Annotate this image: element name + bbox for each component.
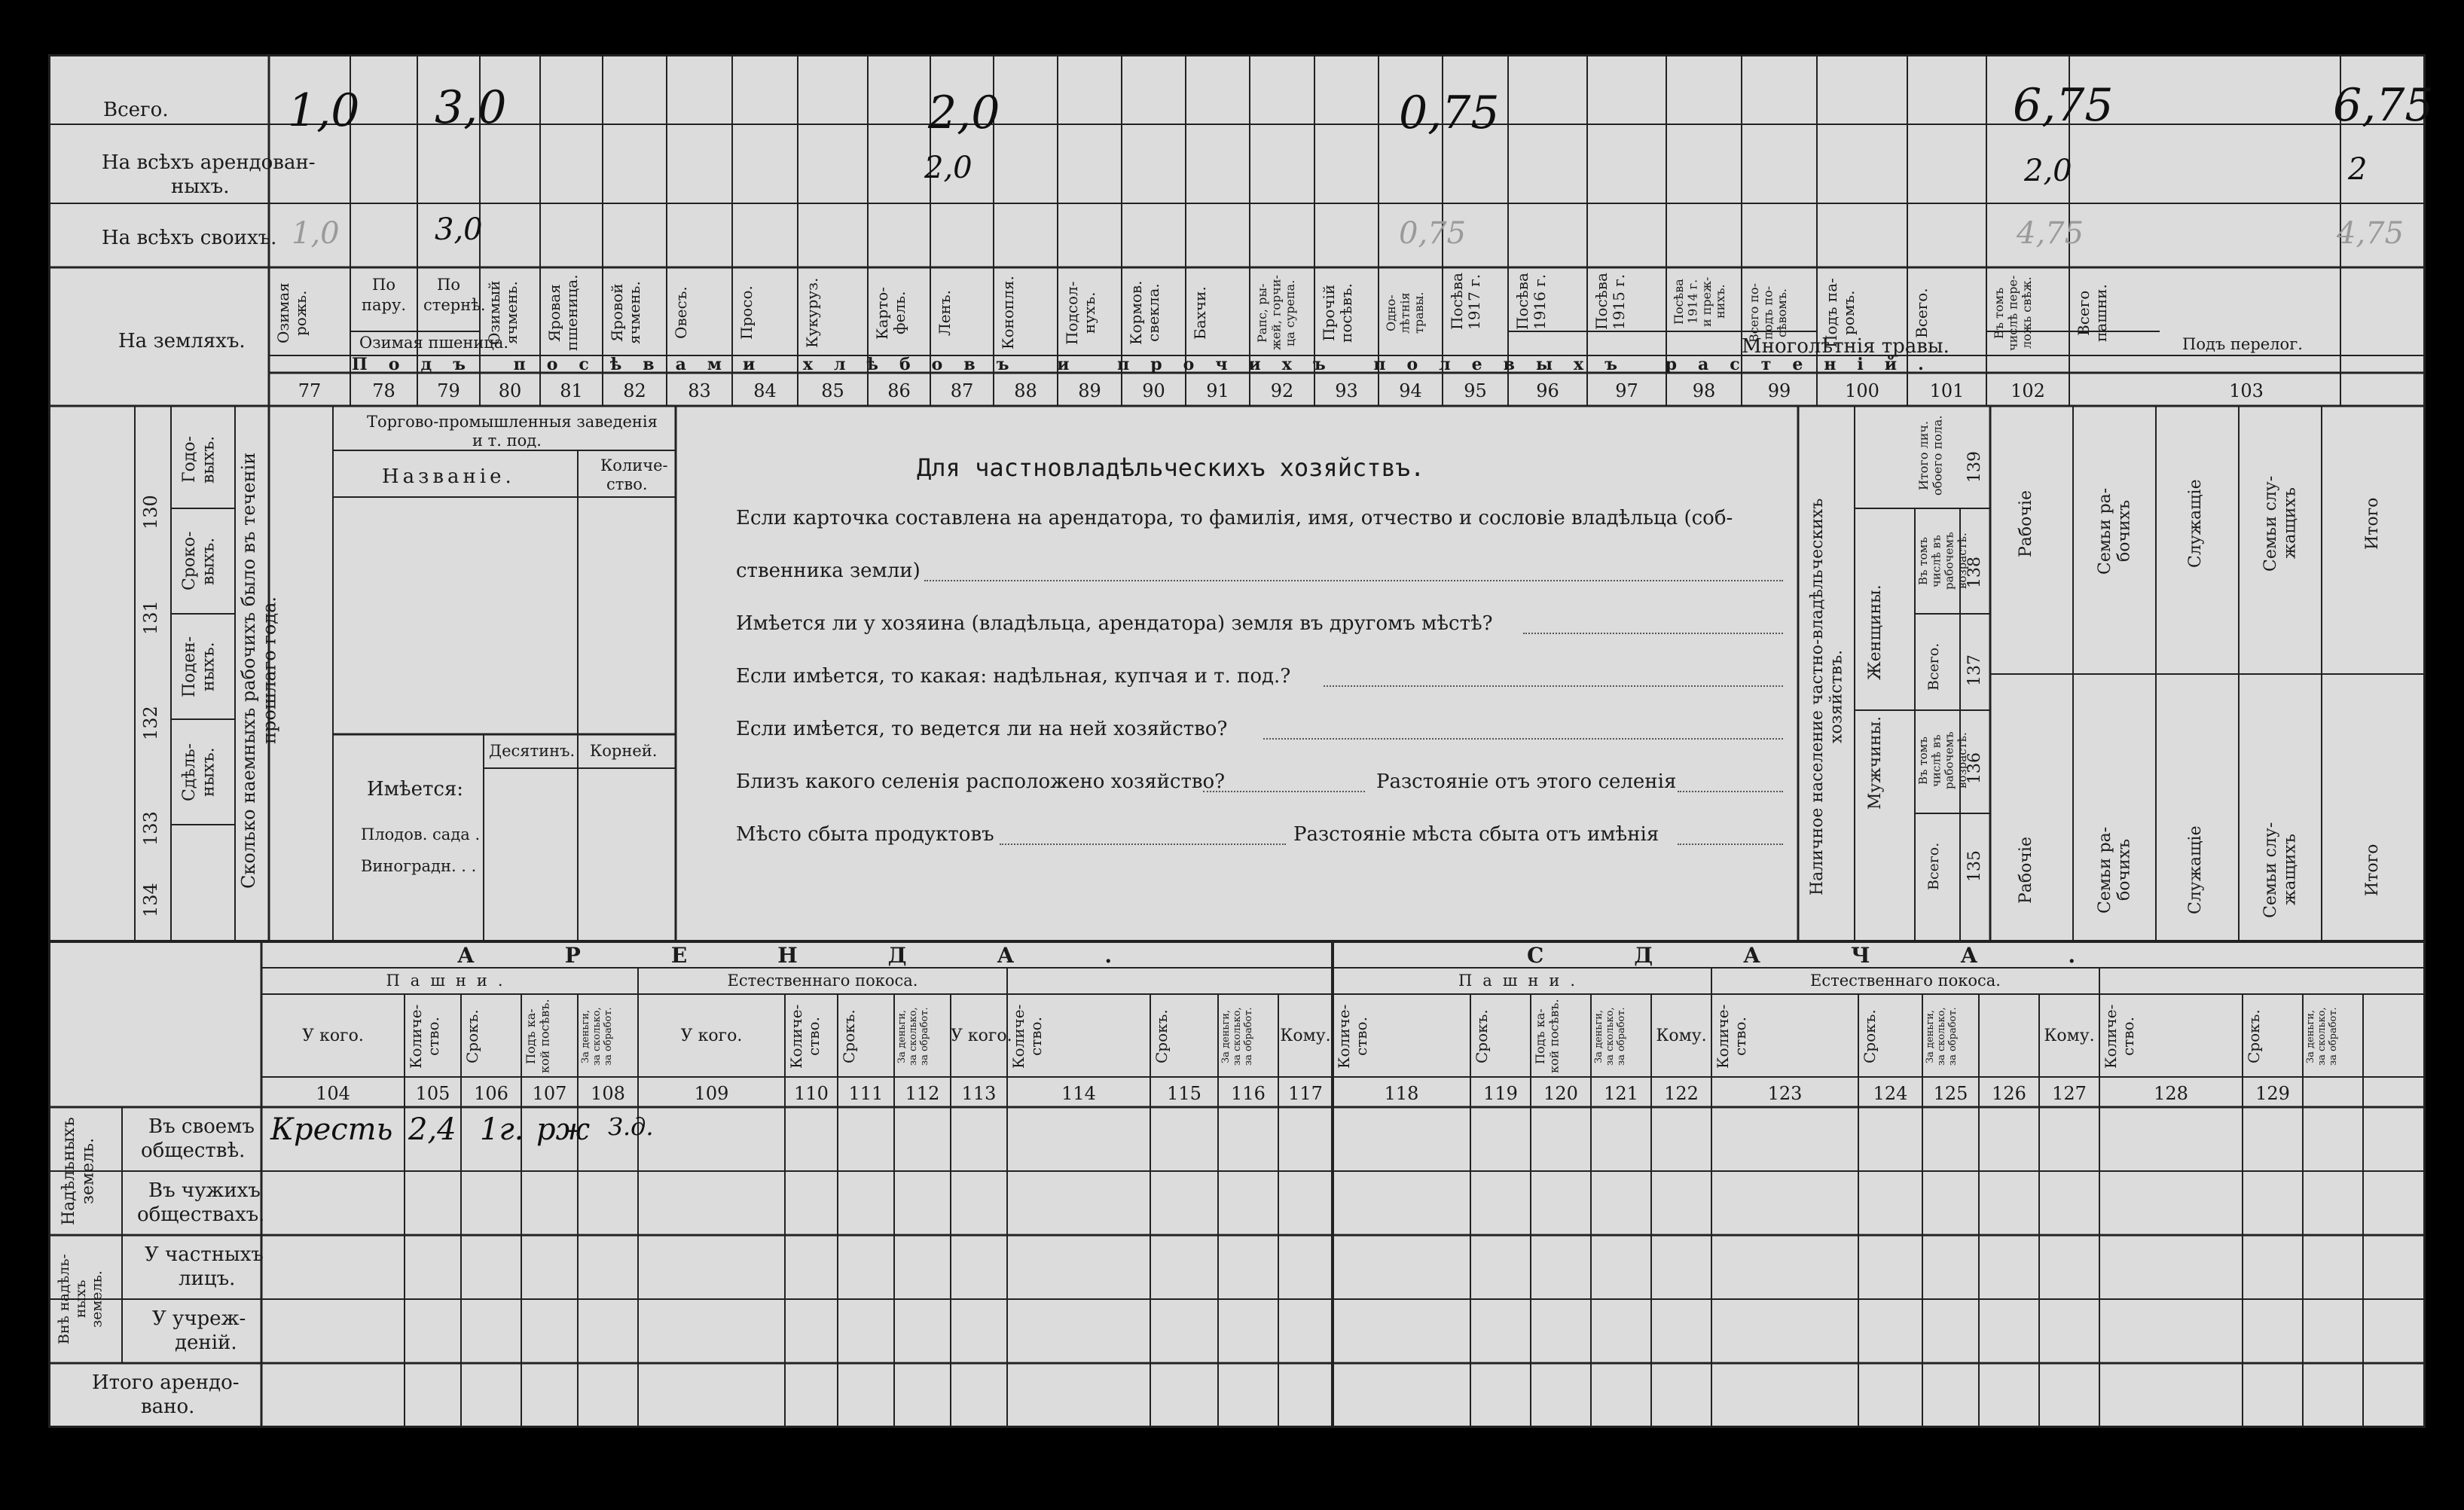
crop-header-87: Ленъ.	[936, 290, 954, 336]
row-u-chastnyh-1: У частныхъ	[145, 1243, 264, 1266]
label-zhenshchiny: Женщины.	[1866, 584, 1885, 681]
col-number-104: 104	[316, 1083, 350, 1104]
col-number-113: 113	[961, 1083, 997, 1104]
row-itogo-2: вано.	[141, 1396, 195, 1418]
col-number-108: 108	[591, 1083, 625, 1104]
sdacha-pashni-za-dengi: За деньги, за сколько, за обработ.	[1593, 1007, 1627, 1066]
header-itogo: Итого	[2363, 497, 2382, 550]
col-number-133: 133	[140, 811, 161, 846]
label-itogo-oboego: Итого лич. обоего пола.	[1916, 415, 1945, 496]
label-godovyh: Годо- выхъ.	[180, 435, 218, 484]
col-number-95: 95	[1464, 380, 1487, 401]
col-number-82: 82	[623, 380, 646, 401]
col-number-120: 120	[1543, 1083, 1578, 1104]
sdacha-pokos-srok: Срокъ.	[1861, 1009, 1879, 1063]
arenda-pashni: Пашни.	[386, 972, 514, 990]
private-line-5: Если имѣется, то ведется ли на ней хозяйство?	[736, 718, 1228, 740]
col-number-134: 134	[140, 883, 161, 917]
sdacha-other-za-dengi: За деньги, за сколько, за обработ.	[2305, 1007, 2339, 1066]
arenda-pashni-who: У кого.	[302, 1026, 364, 1045]
row-u-uchrezhdeniy-1: У учреж-	[152, 1307, 246, 1330]
col-number-99: 99	[1767, 380, 1791, 401]
private-line-3-dots[interactable]	[1523, 633, 1783, 634]
crop-header-84: Просо.	[737, 285, 756, 340]
crop-header-99: Всего по- подъ по- сѣвомъ.	[1747, 283, 1789, 343]
row-itogo-1: Итого арендо-	[92, 1371, 240, 1394]
arenda-estestvennago: Естественнаго покоса.	[727, 972, 918, 990]
row-v-chuzhih-1: Въ чужихъ	[148, 1179, 261, 1202]
crop-header-103: Всего пашни.	[2075, 284, 2110, 342]
col-number-129: 129	[2255, 1083, 2290, 1104]
label-hired-workers: Сколько наемныхъ рабочихъ было въ теченіи прошлаго года.	[238, 452, 280, 889]
hw-vsego-85: 2,0	[928, 87, 1000, 139]
sdacha-pashni: Пашни.	[1458, 972, 1586, 990]
population-title: Наличное население частно-владѣльческихъ хозяйствъ.	[1808, 498, 1846, 895]
crop-header-85: Кукуруз.	[803, 277, 821, 349]
row-label-arend-2: ныхъ.	[171, 175, 230, 198]
label-pod-perelog: Подъ перелог.	[2182, 335, 2303, 353]
hw-svoih-91: 0,75	[1399, 216, 1467, 251]
col-number-103: 103	[2229, 380, 2264, 401]
col-number-114: 114	[1061, 1083, 1096, 1104]
arenda-other-srok: Срокъ.	[1153, 1009, 1171, 1063]
crop-header-81: Яровая пшеница.	[545, 274, 581, 352]
trade-title: Торгово-промышленныя заведенія	[367, 413, 658, 431]
header-semi-rabochih-2: Семьи ра- бочихъ	[2096, 826, 2134, 914]
col-number-121: 121	[1604, 1083, 1638, 1104]
hw-svoih-77: 1,0	[292, 216, 340, 251]
private-line-1: Если карточка составлена на арендатора, то фамилія, имя, отчество и сословіе владѣльца (соб-	[736, 507, 1733, 529]
crop-header-92: Рапс, ры- жей, горчи- ца сурепа.	[1255, 275, 1297, 351]
hw-vsego-91: 0,75	[1399, 87, 1500, 139]
trade-qty-header: Количе-	[600, 456, 668, 474]
row-v-chuzhih-2: обществахъ.	[137, 1203, 265, 1226]
col-number-107: 107	[532, 1083, 567, 1104]
col-number-105: 105	[415, 1083, 450, 1104]
crop-header-97: Посѣва 1915 г.	[1592, 273, 1628, 330]
crop-header-98: Посѣва 1914 г. и преж- нихъ.	[1672, 276, 1728, 327]
header-sluzhashie-2: Служащіе	[2186, 825, 2205, 914]
private-line-2-dots[interactable]	[924, 580, 1783, 581]
label-v-tom-chisle-m: Въ томъ числѣ въ рабочемъ возрастѣ.	[1916, 731, 1969, 790]
header-rabochie-2: Рабочіе	[2017, 836, 2035, 904]
private-line-7b-dots[interactable]	[1678, 843, 1783, 845]
label-muzhchiny: Мужчины.	[1866, 715, 1885, 810]
col-number-135: 135	[1965, 850, 1984, 882]
private-line-3: Имѣется ли у хозяина (владѣльца, арендатора) земля въ другомъ мѣстѣ?	[736, 612, 1493, 635]
sdacha-pashni-srok: Срокъ.	[1473, 1009, 1491, 1063]
row-v-svoem-1: Въ своемъ	[148, 1115, 255, 1138]
col-number-130: 130	[140, 495, 161, 529]
sdacha-estestvennago: Естественнаго покоса.	[1810, 972, 2001, 990]
arenda-other-kolichestvo: Количе- ство.	[1009, 1004, 1045, 1069]
trade-qty-header-2: ство.	[606, 475, 648, 493]
col-number-128: 128	[2154, 1083, 2188, 1104]
crop-header-79: По стернѣ.	[423, 276, 486, 315]
row-u-chastnyh-2: лицъ.	[179, 1267, 236, 1290]
col-number-85: 85	[821, 380, 844, 401]
crop-header-94: Одно- лѣтнія травы.	[1384, 291, 1426, 334]
col-number-119: 119	[1483, 1083, 1518, 1104]
label-podennyh: Поден- ныхъ.	[180, 636, 218, 697]
banner-sdacha: СДАЧА.	[1527, 943, 2166, 968]
crop-header-100: Подъ па- ромъ.	[1822, 278, 1858, 348]
crop-header-93: Прочій посѣвъ.	[1320, 283, 1355, 343]
arenda-other-za-dengi: За деньги, за сколько, за обработ.	[1220, 1007, 1254, 1066]
arenda-other-who: У кого.	[951, 1026, 1012, 1045]
header-sluzhashie: Служащіе	[2186, 479, 2205, 568]
col-number-98: 98	[1692, 380, 1716, 401]
hw-lease-104: Кресть	[270, 1112, 393, 1147]
sdacha-other-srok: Срокъ.	[2245, 1009, 2263, 1063]
private-line-5-dots[interactable]	[1263, 738, 1783, 740]
sdacha-other-who: Кому.	[2044, 1026, 2095, 1045]
banner-pod-posevami: Подъ посѣвами хлѣбовъ и прочихъ полевыхъ растеній.	[352, 355, 1945, 374]
hw-vsego-78: 3,0	[435, 81, 507, 134]
group-nadelnyh: Надѣльныхъ земель.	[60, 1117, 98, 1225]
crop-header-77: Озимая рожь.	[274, 282, 310, 343]
group-vne-nadelnyh: Внѣ надѣль- ныхъ земель.	[56, 1253, 105, 1345]
col-number-80: 80	[498, 380, 522, 401]
label-ozimaya-pshenitsa: Озимая пшеница.	[359, 334, 509, 352]
arenda-pashni-kolichestvo: Количе- ство.	[407, 1004, 442, 1069]
col-number-116: 116	[1231, 1083, 1266, 1104]
col-number-79: 79	[437, 380, 460, 401]
hw-svoih-78: 3,0	[435, 212, 483, 247]
private-line-6a-dots[interactable]	[1203, 791, 1365, 792]
crop-header-86: Карто- фель.	[873, 286, 908, 340]
col-number-88: 88	[1014, 380, 1037, 401]
private-line-7a: Мѣсто сбыта продуктовъ	[736, 823, 994, 846]
label-vsego-m: Всего.	[1925, 842, 1942, 890]
trade-plodov-sada: Плодов. сада .	[361, 825, 481, 843]
hw-vsego-99: 6,75	[2013, 79, 2114, 132]
arenda-pashni-za-dengi: За деньги, за сколько, за обработ.	[580, 1007, 614, 1066]
col-number-132: 132	[140, 706, 161, 740]
col-number-115: 115	[1167, 1083, 1201, 1104]
col-number-127: 127	[2052, 1083, 2087, 1104]
crop-header-91: Бахчи.	[1191, 286, 1209, 340]
col-number-136: 136	[1965, 752, 1984, 784]
col-number-81: 81	[560, 380, 583, 401]
col-number-100: 100	[1845, 380, 1879, 401]
col-number-122: 122	[1664, 1083, 1699, 1104]
col-number-102: 102	[2011, 380, 2045, 401]
col-number-96: 96	[1536, 380, 1559, 401]
col-number-123: 123	[1767, 1083, 1803, 1104]
arenda-pashni-pod-kakoy: Подъ ка- кой посѣвъ.	[524, 999, 552, 1073]
col-number-101: 101	[1929, 380, 1965, 401]
trade-korney: Корней.	[590, 742, 658, 760]
row-v-svoem-2: обществѣ.	[141, 1139, 246, 1162]
row-label-svoih: На всѣхъ своихъ.	[102, 227, 277, 249]
header-rabochie: Рабочіе	[2017, 490, 2035, 557]
row-label-vsego: Всего.	[103, 99, 169, 121]
crop-header-78: По пару.	[362, 276, 406, 315]
sdacha-other-kolichestvo: Количе- ство.	[2102, 1004, 2137, 1069]
col-number-106: 106	[474, 1083, 508, 1104]
trade-desyatin: Десятинъ.	[489, 742, 576, 760]
col-number-83: 83	[688, 380, 711, 401]
hw-svoih-99: 4,75	[2017, 216, 2084, 251]
sdacha-pokos-za-dengi: За деньги, за сколько, за обработ.	[1925, 1007, 1959, 1066]
col-number-77: 77	[298, 380, 322, 401]
arenda-pokos-kolichestvo: Количе- ство.	[787, 1004, 823, 1069]
crop-header-80: Озимый ячмень.	[485, 280, 521, 346]
col-number-86: 86	[887, 380, 911, 401]
col-number-92: 92	[1270, 380, 1294, 401]
col-number-112: 112	[905, 1083, 940, 1104]
header-semi-rabochih: Семьи ра- бочихъ	[2096, 487, 2134, 575]
trade-name-header: Названіе.	[382, 465, 515, 488]
row-label-arend-1: На всѣхъ арендован-	[102, 151, 316, 174]
private-line-6a: Близъ какого селенія расположено хозяйство?	[736, 770, 1226, 793]
col-number-91: 91	[1206, 380, 1229, 401]
sdacha-pokos-who: Кому.	[1656, 1026, 1707, 1045]
crop-header-88: Конопля.	[999, 276, 1017, 350]
hw-svoih-103: 4,75	[2337, 216, 2404, 251]
label-v-tom-chisle-zh: Въ томъ числѣ въ рабочемъ возрастѣ.	[1916, 532, 1969, 590]
arenda-pashni-srok: Срокъ.	[463, 1009, 481, 1063]
col-number-94: 94	[1399, 380, 1422, 401]
private-line-7a-dots[interactable]	[1000, 843, 1286, 845]
hw-lease-108: З.д.	[608, 1112, 654, 1141]
col-number-138: 138	[1965, 557, 1984, 588]
hw-vsego-103: 6,75	[2333, 79, 2434, 132]
crop-header-96: Посѣва 1916 г.	[1513, 273, 1549, 330]
label-mnogoletnie: Многолѣтнія травы.	[1742, 335, 1950, 358]
sdacha-pashni-kolichestvo: Количе- ство.	[1335, 1004, 1370, 1069]
private-line-6b-dots[interactable]	[1678, 791, 1783, 792]
col-number-125: 125	[1933, 1083, 1968, 1104]
crop-header-95: Посѣва 1917 г.	[1448, 273, 1483, 330]
col-number-93: 93	[1335, 380, 1358, 401]
col-number-109: 109	[694, 1083, 729, 1104]
crop-header-89: Подсол- нухъ.	[1063, 281, 1098, 345]
label-srokovyh: Сроко- выхъ.	[180, 531, 218, 591]
col-number-78: 78	[372, 380, 395, 401]
label-sdelnyh: Сдѣль- ныхъ.	[180, 743, 218, 801]
col-number-118: 118	[1384, 1083, 1419, 1104]
col-number-97: 97	[1615, 380, 1638, 401]
col-number-89: 89	[1078, 380, 1101, 401]
trade-imeetsya: Имѣется:	[367, 778, 464, 801]
col-number-124: 124	[1873, 1083, 1908, 1104]
form-grid-lines	[50, 56, 2423, 1426]
col-number-117: 117	[1288, 1083, 1323, 1104]
sdacha-pokos-kolichestvo: Количе- ство.	[1714, 1004, 1749, 1069]
crop-header-90: Кормов. свекла.	[1127, 280, 1162, 346]
private-line-4: Если имѣется, то какая: надѣльная, купчая и т. под.?	[736, 665, 1291, 688]
private-line-2: ственника земли)	[736, 560, 921, 582]
col-number-139: 139	[1965, 451, 1984, 483]
private-line-4-dots[interactable]	[1324, 685, 1783, 687]
private-line-7b: Разстояніе мѣста сбыта отъ имѣнія	[1293, 823, 1659, 846]
sdacha-pashni-who: Кому.	[1280, 1026, 1331, 1045]
col-number-137: 137	[1965, 654, 1984, 686]
label-vsego-zh: Всего.	[1925, 642, 1942, 691]
col-number-90: 90	[1142, 380, 1165, 401]
hw-lease-105: 2,4	[408, 1112, 456, 1147]
arenda-pokos-za-dengi: За деньги, за сколько, за обработ.	[896, 1007, 930, 1066]
header-itogo-2: Итого	[2363, 843, 2382, 896]
col-number-126: 126	[1992, 1083, 2026, 1104]
header-semi-sluzhashih-2: Семьи слу- жащихъ	[2261, 822, 2300, 918]
arenda-pokos-who: У кого.	[680, 1026, 743, 1045]
col-number-110: 110	[794, 1083, 829, 1104]
hw-arend-99: 2,0	[2024, 154, 2072, 188]
row-label-na-zemlyah: На земляхъ.	[118, 330, 246, 352]
col-number-87: 87	[950, 380, 974, 401]
crop-header-82: Яровой ячмень.	[608, 281, 643, 345]
hw-arend-103: 2	[2348, 152, 2368, 187]
private-title: Для частновладѣльческихъ хозяйствъ.	[917, 453, 1425, 482]
hw-lease-107: рж	[536, 1112, 591, 1147]
crop-header-101: Всего.	[1913, 288, 1931, 338]
sdacha-pashni-pod-kakoy: Подъ ка- кой посѣвъ.	[1533, 999, 1562, 1073]
hw-arend-85: 2,0	[924, 151, 972, 185]
banner-arenda: АРЕНДА.	[457, 943, 1203, 968]
hw-lease-106: 1г.	[480, 1112, 524, 1147]
col-number-84: 84	[753, 380, 777, 401]
trade-vinogradn: Виноградн. . .	[361, 857, 477, 875]
arenda-pokos-srok: Срокъ.	[840, 1009, 858, 1063]
private-line-6b: Разстояніе отъ этого селенія	[1376, 770, 1677, 793]
census-card-sheet	[48, 54, 2434, 1428]
crop-header-102: Въ томъ числѣ пере- ложь свѣж.	[1992, 275, 2034, 351]
header-semi-sluzhashih: Семьи слу- жащихъ	[2261, 475, 2300, 572]
row-u-uchrezhdeniy-2: деній.	[175, 1332, 237, 1354]
col-number-131: 131	[140, 600, 161, 635]
hw-vsego-77: 1,0	[288, 84, 360, 137]
col-number-111: 111	[848, 1083, 884, 1104]
trade-title-2: и т. под.	[472, 432, 542, 450]
crop-header-83: Овесъ.	[672, 286, 690, 340]
